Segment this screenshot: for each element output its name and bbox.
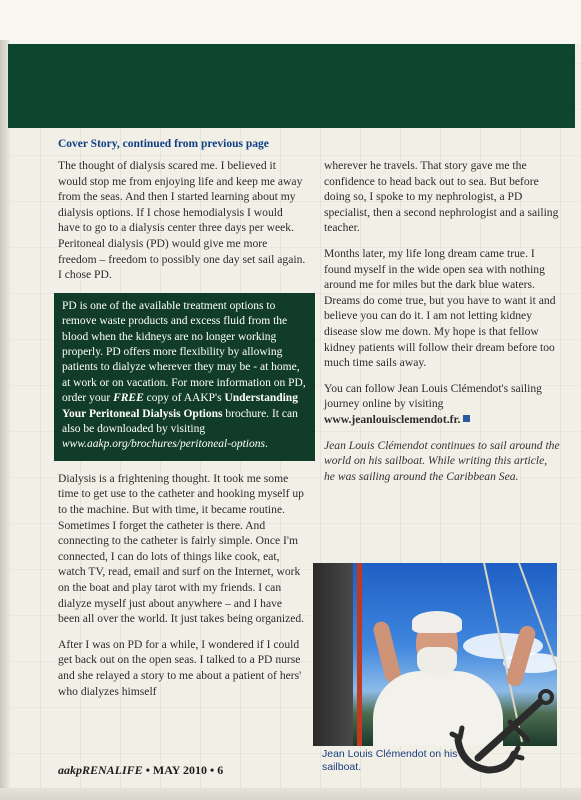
- beard: [417, 647, 457, 677]
- brochure-title: Understanding Your Peritoneal Dialysis Options: [62, 392, 298, 420]
- pd-info-text: PD is one of the available treatment options to remove waste products and excess fluid from the blood when the kidneys are no longer working properly. PD offers more flexibility by allowing patients to dialyze wherever they may be - at home, at work or on vacation. For more information on PD, order your FREE copy of AAKP's Understanding Your Peritoneal Dialysis Options brochure. It can also be downloaded by visiting www.aakp.org/brochures/peritoneal-options.: [62, 299, 306, 451]
- right-column: [324, 158, 560, 494]
- mast: [357, 563, 362, 746]
- article-end-mark: [463, 415, 470, 422]
- paragraph: You can follow Jean Louis Clémendot's sailing journey online by visiting www.jeanlouisclemendot.fr.: [324, 381, 542, 426]
- paragraph: wherever he travels. That story gave me the confidence to head back out to sea. But before doing so, I spoke to my nephrologist, a PD specialist, then a second nephrologist and a sailing teacher.: [324, 159, 559, 235]
- top-margin: [0, 0, 581, 44]
- header-band: [8, 44, 575, 128]
- page-footer: [58, 763, 223, 778]
- paragraph: Dialysis is a frightening thought. It took me some time to get use to the catheter and hooking myself up to the machine. But with time, it became routine. Sometimes I forget the catheter is there. And connecting to the catheter is fairly simple. Once I'm connected, I can do lots of things like cook, eat, watch TV, read, email and surf on the Internet, work on the boat and play tarot with my friends. I can dialyze myself just about anywhere – and I have been all over the world. It just takes being organized.: [58, 471, 305, 626]
- bottom-edge: [0, 788, 581, 800]
- left-column: [58, 158, 306, 709]
- issue-and-page: • MAY 2010 • 6: [142, 763, 224, 777]
- magazine-name: aakpRENALIFE: [58, 763, 143, 777]
- author-note: Jean Louis Clémendot continues to sail around the world on his sailboat. While writing this article, he was sailing around the Caribbean Sea.: [324, 438, 560, 483]
- website-link: www.jeanlouisclemendot.fr.: [324, 412, 461, 426]
- paragraph: After I was on PD for a while, I wondered if I could get back out on the open seas. I talked to a PD nurse and she relayed a story to me about a patient of hers' who dialyzes himself: [58, 637, 302, 698]
- page-spine-shadow: [0, 40, 10, 800]
- sail: [313, 563, 353, 746]
- brochure-url: www.aakp.org/brochures/peritoneal-options: [62, 438, 265, 451]
- photo-caption: Jean Louis Clémendot on his sailboat.: [322, 748, 458, 773]
- free-label: FREE: [113, 392, 144, 405]
- hair: [412, 611, 462, 633]
- paragraph: Months later, my life long dream came true. I found myself in the wide open sea with nothing around me for miles but the dark blue waters. Dreams do come true, but you have to want it and believe you can do it. I am not letting kidney disease slow me down. My hope is that fellow kidney patients will follow their dream before too much time sails away.: [324, 246, 556, 370]
- continued-kicker: Cover Story, continued from previous page: [58, 138, 269, 150]
- paragraph: The thought of dialysis scared me. I believed it would stop me from enjoying life and keep me away from the seas. And then I started learning about my dialysis options. If I chose hemodialysis I would have to go to a dialysis center three days per week. Peritoneal dialysis (PD) would give me more freedom – freedom to possibly one day set sail again. I chose PD.: [58, 159, 306, 282]
- pd-info-box: [54, 293, 315, 461]
- raised-arm: [372, 620, 403, 684]
